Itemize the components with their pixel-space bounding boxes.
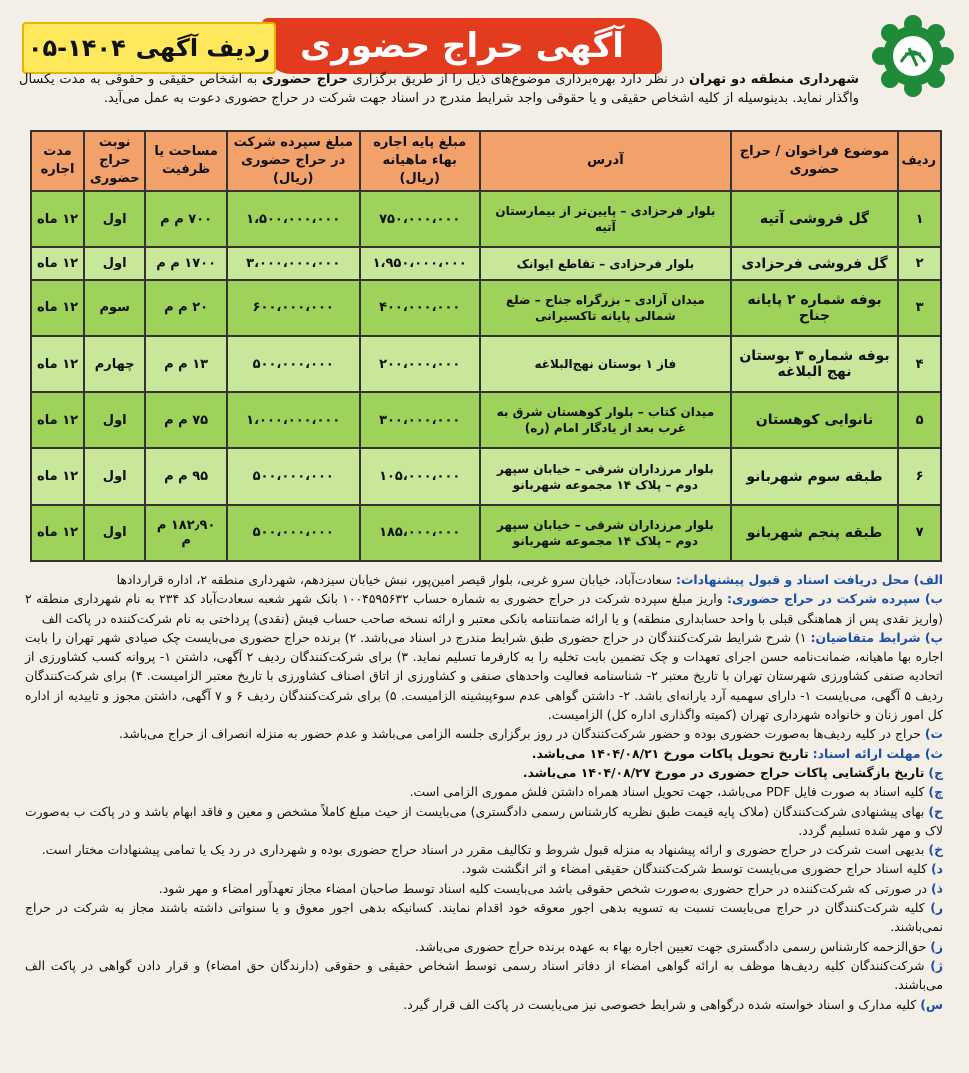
table-row: [31, 505, 941, 561]
conditions-section: [25, 570, 943, 1014]
cell-deposit: ۶۰۰،۰۰۰،۰۰۰: [227, 280, 360, 336]
condition-kh-label: خ): [928, 842, 943, 858]
cell-duration: ۱۲ ماه: [31, 448, 84, 504]
header-address: آدرس: [480, 131, 731, 191]
condition-t-label: ت): [924, 726, 943, 742]
cell-area: ۷۵ م م: [145, 392, 227, 448]
cell-base-price: ۳۰۰،۰۰۰،۰۰۰: [360, 392, 480, 448]
condition-s: [25, 744, 943, 763]
cell-deposit: ۱،۰۰۰،۰۰۰،۰۰۰: [227, 392, 360, 448]
cell-duration: ۱۲ ماه: [31, 247, 84, 280]
condition-zh2-text: شرکت‌کنندگان کلیه ردیف‌ها موظف به ارائه گواهی امضاء از دفاتر اسناد رسمی توسط اشخاص حقیقی و حقوقی (دارندگان حق امضاء) و قرار دادن گواهی در پاکت الف می‌باشند.: [25, 957, 943, 993]
cell-base-price: ۱،۹۵۰،۰۰۰،۰۰۰: [360, 247, 480, 280]
header-base-price: مبلغ پایه اجاره بهاء ماهیانه (ریال): [360, 131, 480, 191]
condition-h-text: بهای پیشنهادی شرکت‌کنندگان (ملاک پایه قیمت طبق نظریه کارشناس رسمی دادگستری) می‌بایست از حیث مبلغ کاملاً مشخص و معین و فاقد ابهام باشد و در پاکت ب به‌صورت لاک و مهر شده تسلیم گردد.: [25, 803, 943, 838]
cell-row-no: ۳: [898, 280, 941, 336]
cell-turn: چهارم: [84, 336, 145, 392]
cell-row-no: ۷: [898, 505, 941, 561]
cell-address: بلوار مرزداران شرقی – خیابان سپهر دوم – پلاک ۱۴ مجموعه شهربانو: [480, 505, 731, 561]
cell-deposit: ۵۰۰،۰۰۰،۰۰۰: [227, 336, 360, 392]
cell-deposit: ۵۰۰،۰۰۰،۰۰۰: [227, 448, 360, 504]
cell-duration: ۱۲ ماه: [31, 336, 84, 392]
cell-area: ۲۰ م م: [145, 280, 227, 336]
condition-a-label: الف) محل دریافت اسناد و قبول پیشنهادات:: [675, 572, 943, 587]
cell-turn: اول: [84, 247, 145, 280]
cell-address: بلوار فرحزادی – تقاطع ایوانک: [480, 247, 731, 280]
cell-base-price: ۷۵۰،۰۰۰،۰۰۰: [360, 191, 480, 247]
condition-z-label: ذ): [930, 880, 943, 896]
intro-paragraph: [19, 70, 859, 108]
cell-subject: نانوایی کوهستان: [731, 392, 898, 448]
cell-base-price: ۲۰۰،۰۰۰،۰۰۰: [360, 336, 480, 392]
condition-kh: [25, 840, 943, 859]
table-header-row: [31, 131, 941, 191]
condition-h-label: ح): [928, 803, 943, 819]
condition-b-label: ب) سپرده شرکت در حراج حضوری:: [727, 591, 943, 607]
table-row: [31, 392, 941, 448]
cell-address: بلوار مرزداران شرقی – خیابان سپهر دوم – پلاک ۱۴ مجموعه شهربانو: [480, 448, 731, 504]
cell-turn: اول: [84, 448, 145, 504]
table-row: [31, 191, 941, 247]
cell-address: بلوار فرحزادی – پایین‌تر از بیمارستان آتیه: [480, 191, 731, 247]
ad-row-number: [22, 22, 276, 74]
header-row-no: ردیف: [898, 131, 941, 191]
condition-kh-text: بدیهی است شرکت در حراج حضوری و ارائه پیشنهاد به منزله قبول شروط و تکالیف مقرر در اسناد حراج حضوری بوده و شهرداری در رد یک یا تمامی پیشنهادات مختار است.: [41, 842, 925, 858]
condition-a: [25, 570, 943, 589]
cell-subject: بوفه شماره ۳ بوستان نهج البلاغه: [731, 336, 898, 392]
cell-address: میدان کتاب – بلوار کوهستان شرق به غرب بعد از یادگار امام (ره): [480, 392, 731, 448]
cell-duration: ۱۲ ماه: [31, 191, 84, 247]
cell-subject: گل فروشی آتیه: [731, 191, 898, 247]
table-row: [31, 336, 941, 392]
tehran-municipality-logo: [871, 14, 955, 98]
condition-p-label: پ) شرایط متقاضیان:: [810, 629, 943, 645]
condition-zh: [25, 937, 943, 956]
cell-turn: اول: [84, 191, 145, 247]
cell-turn: سوم: [84, 280, 145, 336]
cell-base-price: ۱۸۵،۰۰۰،۰۰۰: [360, 505, 480, 561]
condition-j-text: تاریخ بازگشایی پاکات حراج حضوری در مورخ ۱۴۰۴/۰۸/۲۷ می‌باشد.: [522, 764, 925, 780]
cell-row-no: ۶: [898, 448, 941, 504]
cell-deposit: ۵۰۰،۰۰۰،۰۰۰: [227, 505, 360, 561]
cell-subject: طبقه سوم شهربانو: [731, 448, 898, 504]
condition-r: [25, 898, 943, 937]
cell-row-no: ۴: [898, 336, 941, 392]
cell-deposit: ۳،۰۰۰،۰۰۰،۰۰۰: [227, 247, 360, 280]
condition-ch: [25, 782, 943, 801]
row-number: ۰۵-۱۴۰۴: [27, 34, 126, 62]
cell-subject: طبقه پنجم شهربانو: [731, 505, 898, 561]
condition-t-text: حراج در کلیه ردیف‌ها به‌صورت حضوری بوده و حضور شرکت‌کنندگان در روز برگزاری جلسه الزامی می‌باشد و عدم حضور به منزله انصراف از حراج می‌باشد.: [118, 726, 921, 742]
cell-row-no: ۵: [898, 392, 941, 448]
condition-b: [25, 589, 943, 628]
table-row: [31, 247, 941, 280]
intro-method: حراج حضوری: [261, 72, 348, 87]
condition-zh2-label: ژ): [930, 957, 943, 973]
condition-ch-text: کلیه اسناد به صورت فایل PDF می‌باشد، جهت تحویل اسناد همراه داشتن فلش مموری الزامی است.: [409, 784, 925, 800]
ad-title: آگهی حراج حضوری: [262, 18, 662, 74]
condition-d-text: کلیه اسناد حراج حضوری می‌بایست توسط شرکت‌کنندگان حقیقی امضاء و اثر انگشت شود.: [461, 861, 928, 877]
condition-p-text: ۱) شرح شرایط شرکت‌کنندگان در حراج حضوری طبق شرایط مندرج در اسناد می‌باشد. ۲) برنده حراج حضوری می‌بایست چک صیادی شهر تهران را بابت اجاره بها ماهیانه، ضمانت‌نامه حسن اجرای تعهدات و چک تضمین بابت تخلیه را به کارفرما تسلیم نماید. ۳) برای شرکت‌کنندگان ردیف ۲ آگهی، داشتن ۱- پروانه کسب کشاورزی از اتحادیه صنفی کشاورزی شهرستان تهران با تاریخ معتبر ۲- شناسنامه فعالیت واحدهای صنفی و کشاورزی از اتاق اصناف کشاورزی با تاریخ معتبر الزامیست. ۴) برای شرکت‌کنندگان ردیف ۵ آگهی، می‌بایست ۱- دارای سهمیه آرد یارانه‌ای باشد. ۲- داشتن گواهی عدم سوءپیشینه الزامیست. ۵) برای شرکت‌کنندگان ردیف ۶ و ۷ آگهی، داشتن مجوز و تاییدیه از اداره کل امور زنان و خانواده شهرداری تهران (کمیته واگذاری اداره کل) الزامیست.: [25, 629, 944, 723]
cell-row-no: ۱: [898, 191, 941, 247]
condition-z: [25, 879, 943, 898]
cell-base-price: ۴۰۰،۰۰۰،۰۰۰: [360, 280, 480, 336]
cell-subject: بوفه شماره ۲ پایانه جناح: [731, 280, 898, 336]
condition-b-text: واریز مبلغ سپرده شرکت در حراج حضوری به شماره حساب ۱۰۰۴۵۹۵۶۳۲ بانک شهر شعبه سعادت‌آباد کد ۲۳۴ به نام شهرداری منطقه ۲ (واریز نقدی پس از هماهنگی قبلی با واحد حسابداری منطقه) و یا ارائه ضمانتنامه بانکی معتبر و ارائه نسخه صاحب حساب فیش (نقدی) پرداختی به نام شرکت‌کننده در پاکت الف: [25, 591, 943, 626]
cell-area: ۹۵ م م: [145, 448, 227, 504]
condition-d-label: د): [930, 861, 943, 877]
condition-j: [25, 763, 943, 782]
condition-h: [25, 802, 943, 841]
cell-turn: اول: [84, 505, 145, 561]
header-area: مساحت یا ظرفیت: [145, 131, 227, 191]
org-name: شهرداری منطقه دو تهران: [688, 72, 859, 87]
auction-table: [30, 130, 942, 562]
cell-duration: ۱۲ ماه: [31, 280, 84, 336]
cell-base-price: ۱۰۵،۰۰۰،۰۰۰: [360, 448, 480, 504]
condition-sin-text: کلیه مدارک و اسناد خواسته شده درگواهی و شرایط خصوصی نیز می‌بایست در پاکت الف قرار گیرد.: [403, 996, 917, 1012]
table-row: [31, 280, 941, 336]
cell-area: ۱۳ م م: [145, 336, 227, 392]
condition-s-label: ث) مهلت ارائه اسناد:: [812, 745, 943, 761]
cell-duration: ۱۲ ماه: [31, 392, 84, 448]
intro-text-1: در نظر دارد بهره‌برداری موضوع‌های ذیل را از طریق برگزاری: [352, 72, 685, 87]
condition-zh-label: ز): [930, 938, 943, 954]
condition-sin-label: س): [920, 996, 943, 1012]
header-subject: موضوع فراخوان / حراج حضوری: [731, 131, 898, 191]
cell-deposit: ۱،۵۰۰،۰۰۰،۰۰۰: [227, 191, 360, 247]
cell-area: ۱۸۲٫۹۰ م م: [145, 505, 227, 561]
condition-p: [25, 628, 943, 724]
header-duration: مدت اجاره: [31, 131, 84, 191]
header-turn: نوبت حراج حضوری: [84, 131, 145, 191]
condition-a-text: سعادت‌آباد، خیابان سرو غربی، بلوار قیصر امین‌پور، نبش خیابان سیزدهم، شهرداری منطقه ۲، اداره قراردادها: [116, 572, 673, 587]
condition-j-label: ج): [928, 764, 943, 780]
cell-duration: ۱۲ ماه: [31, 505, 84, 561]
condition-t: [25, 724, 943, 743]
intro-text-2: به اشخاص حقیقی و حقوقی به مدت یکسال واگذار نماید. بدینوسیله از کلیه اشخاص حقیقی و یا حقوقی واجد شرایط مندرج در اسناد جهت شرکت در حراج حضوری دعوت به عمل می‌آید.: [19, 72, 859, 106]
condition-d: [25, 859, 943, 878]
cell-subject: گل فروشی فرحزادی: [731, 247, 898, 280]
condition-sin: [25, 995, 943, 1014]
condition-r-text: کلیه شرکت‌کنندگان در حراج می‌بایست نسبت به تسویه بدهی اجور معوقه خود اقدام نمایند. کسانیکه بدهی اجور معوق و یا سنواتی داشته باشند مجاز به شرکت در حراج نمی‌باشند.: [25, 900, 943, 935]
condition-zh-text: حق‌الزحمه کارشناس رسمی دادگستری جهت تعیین اجاره بهاء به عهده برنده حراج حضوری می‌باشد.: [414, 938, 927, 954]
condition-zh2: [25, 956, 943, 995]
row-label: ردیف آگهی: [135, 34, 271, 62]
table-row: [31, 448, 941, 504]
cell-address: میدان آزادی – بزرگراه جناح – ضلع شمالی پایانه تاکسیرانی: [480, 280, 731, 336]
cell-area: ۷۰۰ م م: [145, 191, 227, 247]
condition-ch-label: چ): [928, 784, 943, 800]
cell-turn: اول: [84, 392, 145, 448]
cell-area: ۱۷۰۰ م م: [145, 247, 227, 280]
condition-z-text: در صورتی که شرکت‌کننده در حراج حضوری به‌صورت شخص حقوقی باشد می‌بایست کلیه اسناد توسط صاحبان امضاء مجاز تعهدآور امضاء و مهر شود.: [158, 880, 928, 896]
cell-address: فاز ۱ بوستان نهج‌البلاغه: [480, 336, 731, 392]
condition-r-label: ر): [930, 900, 943, 916]
condition-s-text: تاریخ تحویل پاکات مورخ ۱۴۰۴/۰۸/۲۱ می‌باشد.: [531, 745, 809, 761]
header-deposit: مبلغ سپرده شرکت در حراج حضوری (ریال): [227, 131, 360, 191]
cell-row-no: ۲: [898, 247, 941, 280]
